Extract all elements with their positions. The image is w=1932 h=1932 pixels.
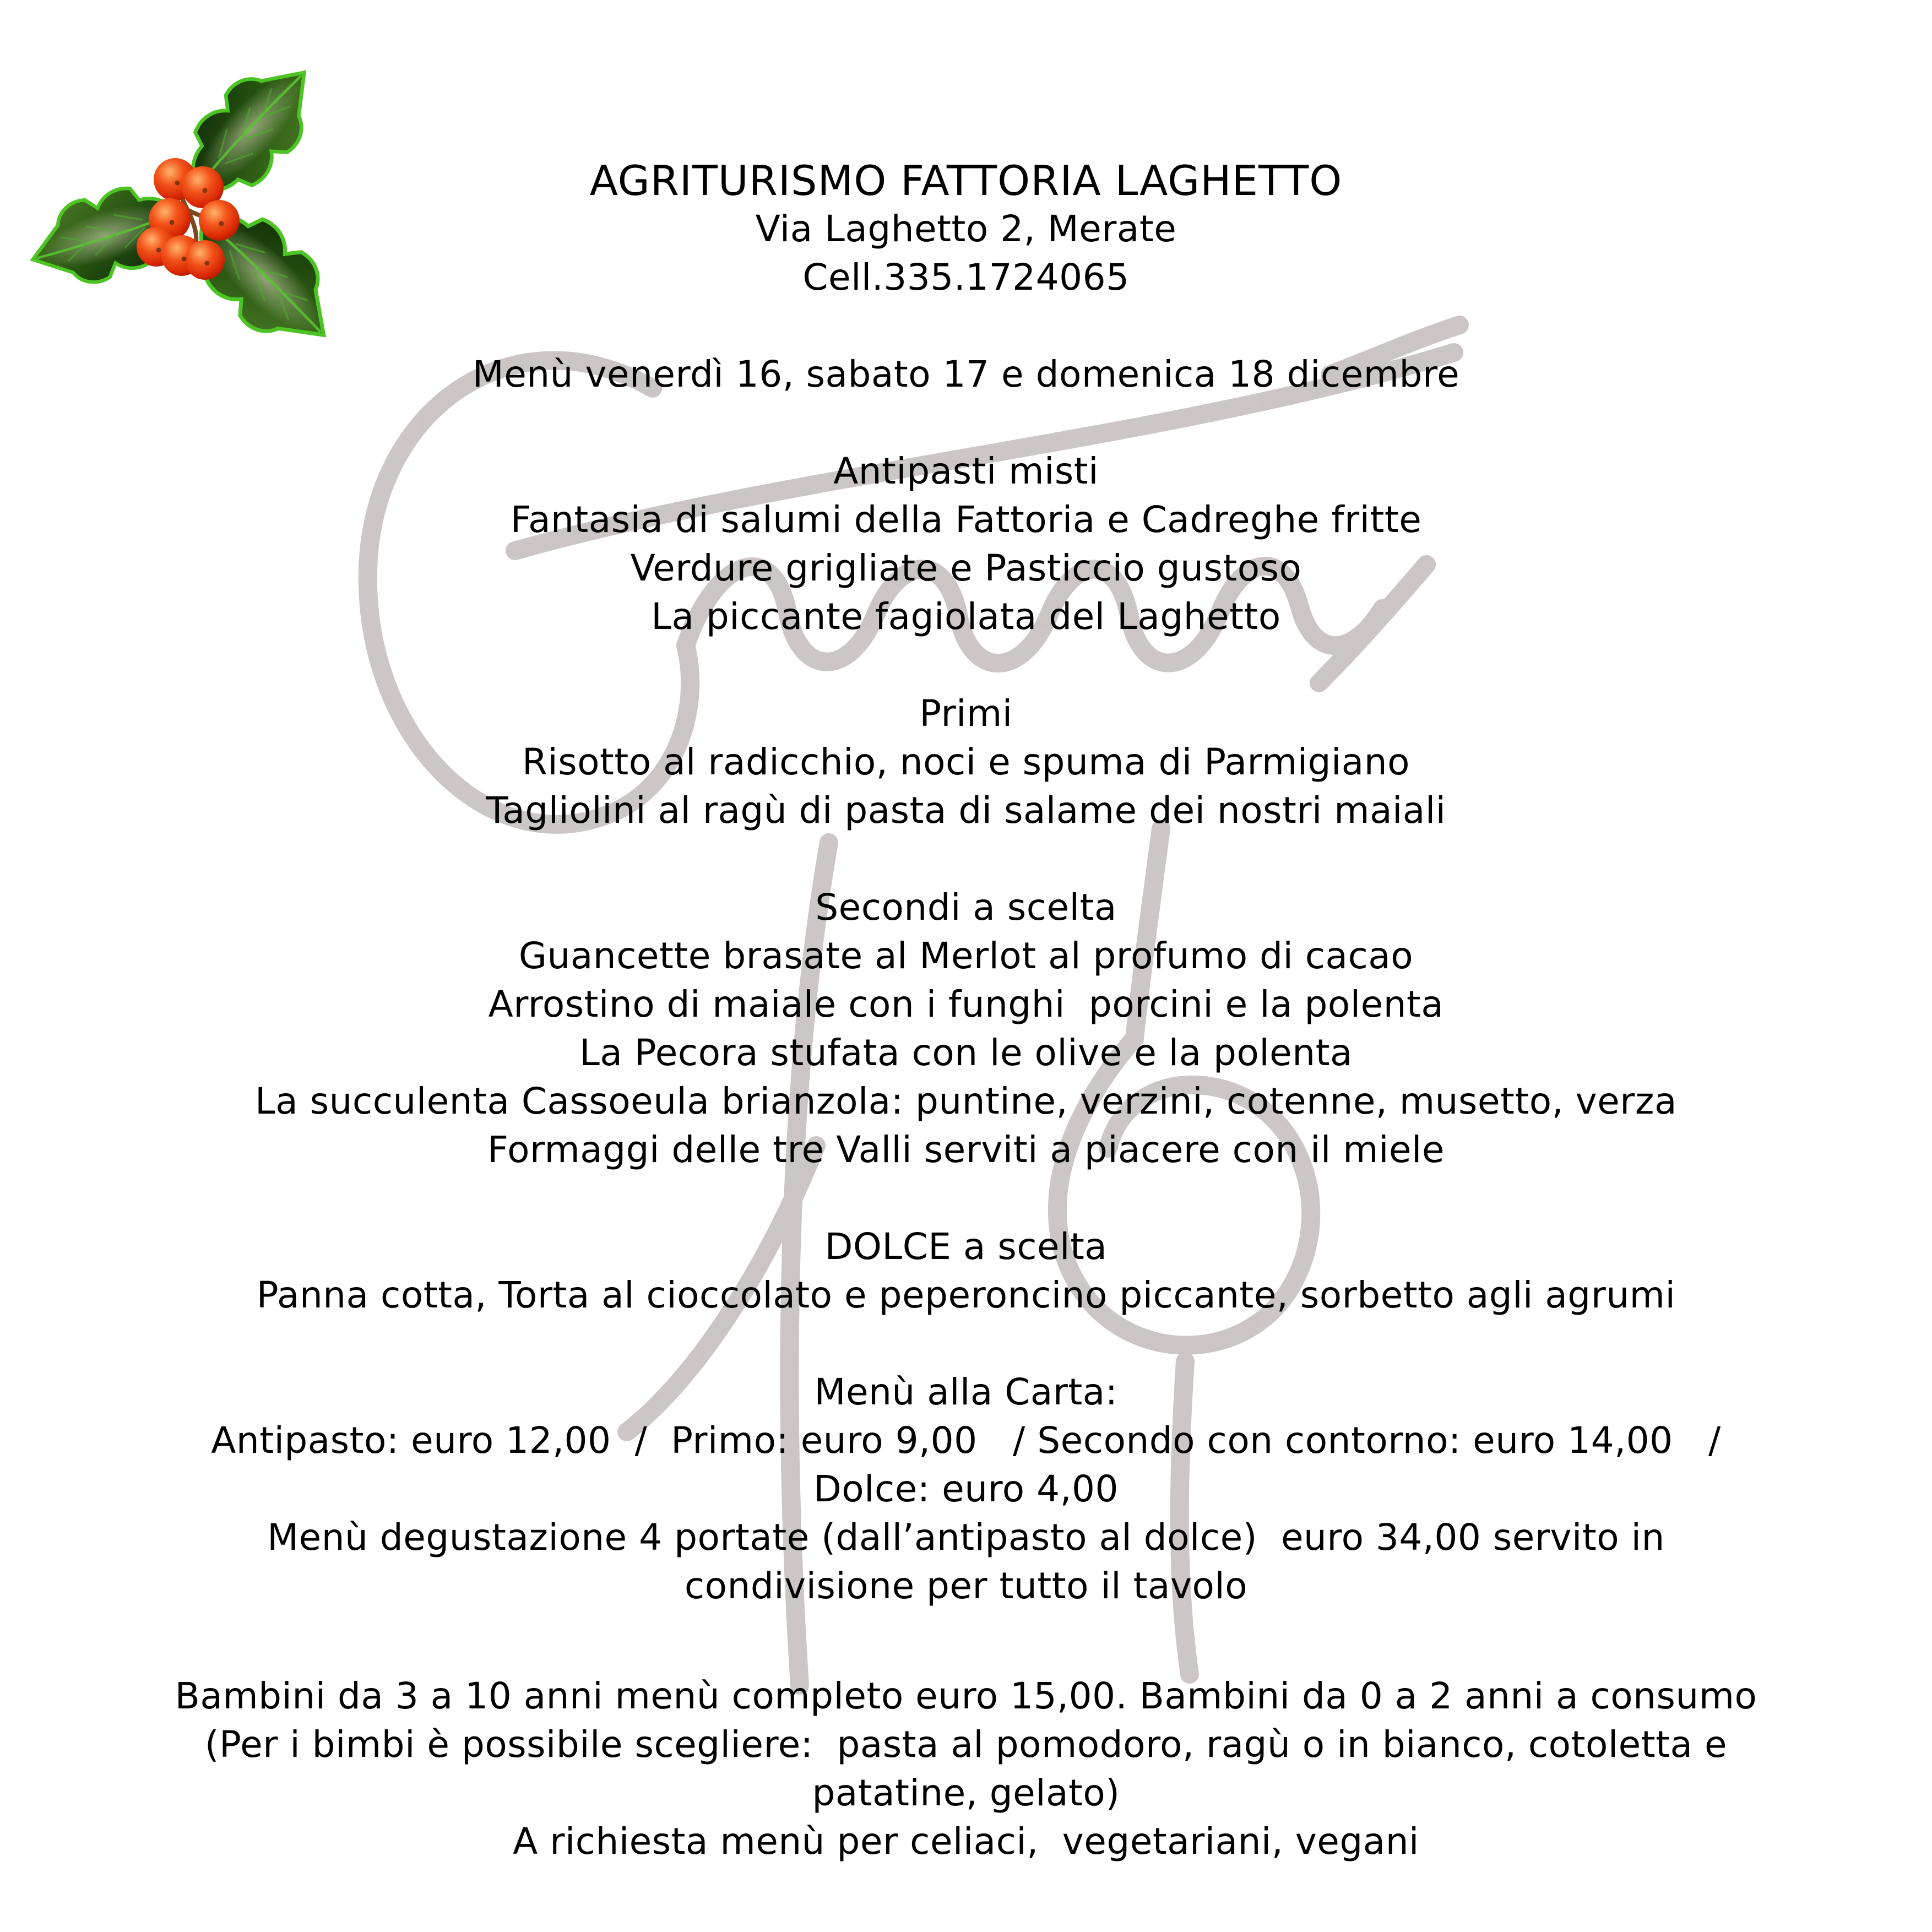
- menu-item: patatine, gelato): [812, 1772, 1120, 1814]
- menu-item: Antipasto: euro 12,00 / Primo: euro 9,00 / Secondo con contorno: euro 14,00 /: [211, 1419, 1721, 1462]
- section-gap: [0, 641, 1932, 690]
- menu-item: Risotto al radicchio, noci e spuma di Parmigiano: [522, 741, 1410, 783]
- section-gap: [0, 399, 1932, 447]
- menu-item: La piccante fagiolata del Laghetto: [651, 595, 1281, 638]
- menu-section: [0, 1672, 1932, 1866]
- menu-section: [0, 883, 1932, 1174]
- menu-item: (Per i bimbi è possibile scegliere: pasta al pomodoro, ragù o in bianco, cotoletta e: [204, 1723, 1728, 1766]
- menu-section: [0, 690, 1932, 835]
- section-title: Primi: [919, 692, 1013, 735]
- menu-item: La Pecora stufata con le olive e la polenta: [579, 1032, 1353, 1074]
- section-gap: [0, 1610, 1932, 1672]
- restaurant-address: Via Laghetto 2, Merate: [755, 208, 1177, 250]
- section-gap: [0, 835, 1932, 883]
- menu-item: condivisione per tutto il tavolo: [684, 1565, 1248, 1607]
- menu-section: [0, 1223, 1932, 1320]
- menu-item: Guancette brasate al Merlot al profumo di cacao: [518, 935, 1414, 977]
- menu-item: Fantasia di salumi della Fattoria e Cadreghe fritte: [510, 498, 1422, 541]
- section-title: DOLCE a scelta: [824, 1225, 1108, 1268]
- section-title: Secondi a scelta: [815, 886, 1117, 929]
- section-gap: [0, 1320, 1932, 1368]
- menu-item: Dolce: euro 4,00: [813, 1468, 1119, 1510]
- section-title: Menù alla Carta:: [814, 1371, 1118, 1413]
- restaurant-name: AGRITURISMO FATTORIA LAGHETTO: [589, 156, 1343, 205]
- menu-item: La succulenta Cassoeula brianzola: puntine, verzini, cotenne, musetto, verza: [255, 1080, 1677, 1122]
- menu-item: Tagliolini al ragù di pasta di salame dei nostri maiali: [486, 789, 1446, 832]
- menu-item: Bambini da 3 a 10 anni menù completo euro 15,00. Bambini da 0 a 2 anni a consumo: [175, 1675, 1757, 1717]
- menu-item: A richiesta menù per celiaci, vegetariani, vegani: [513, 1820, 1419, 1863]
- menu-section: [0, 1368, 1932, 1610]
- menu-item: Verdure grigliate e Pasticcio gustoso: [630, 547, 1302, 589]
- section-title: Antipasti misti: [833, 450, 1099, 492]
- menu-item: Formaggi delle tre Valli serviti a piacere con il miele: [487, 1128, 1445, 1171]
- menu-date-line: Menù venerdì 16, sabato 17 e domenica 18 dicembre: [472, 353, 1460, 395]
- menu-item: Menù degustazione 4 portate (dall’antipasto al dolce) euro 34,00 servito in: [267, 1516, 1665, 1559]
- menu-item: Panna cotta, Torta al cioccolato e peperoncino piccante, sorbetto agli agrumi: [256, 1274, 1676, 1316]
- menu-section: [0, 447, 1932, 641]
- restaurant-phone: Cell.335.1724065: [802, 256, 1130, 299]
- menu-sections: [0, 399, 1932, 1866]
- section-gap: [0, 1174, 1932, 1223]
- menu-item: Arrostino di maiale con i funghi porcini e la polenta: [488, 983, 1444, 1025]
- holly-icon: [0, 4, 369, 373]
